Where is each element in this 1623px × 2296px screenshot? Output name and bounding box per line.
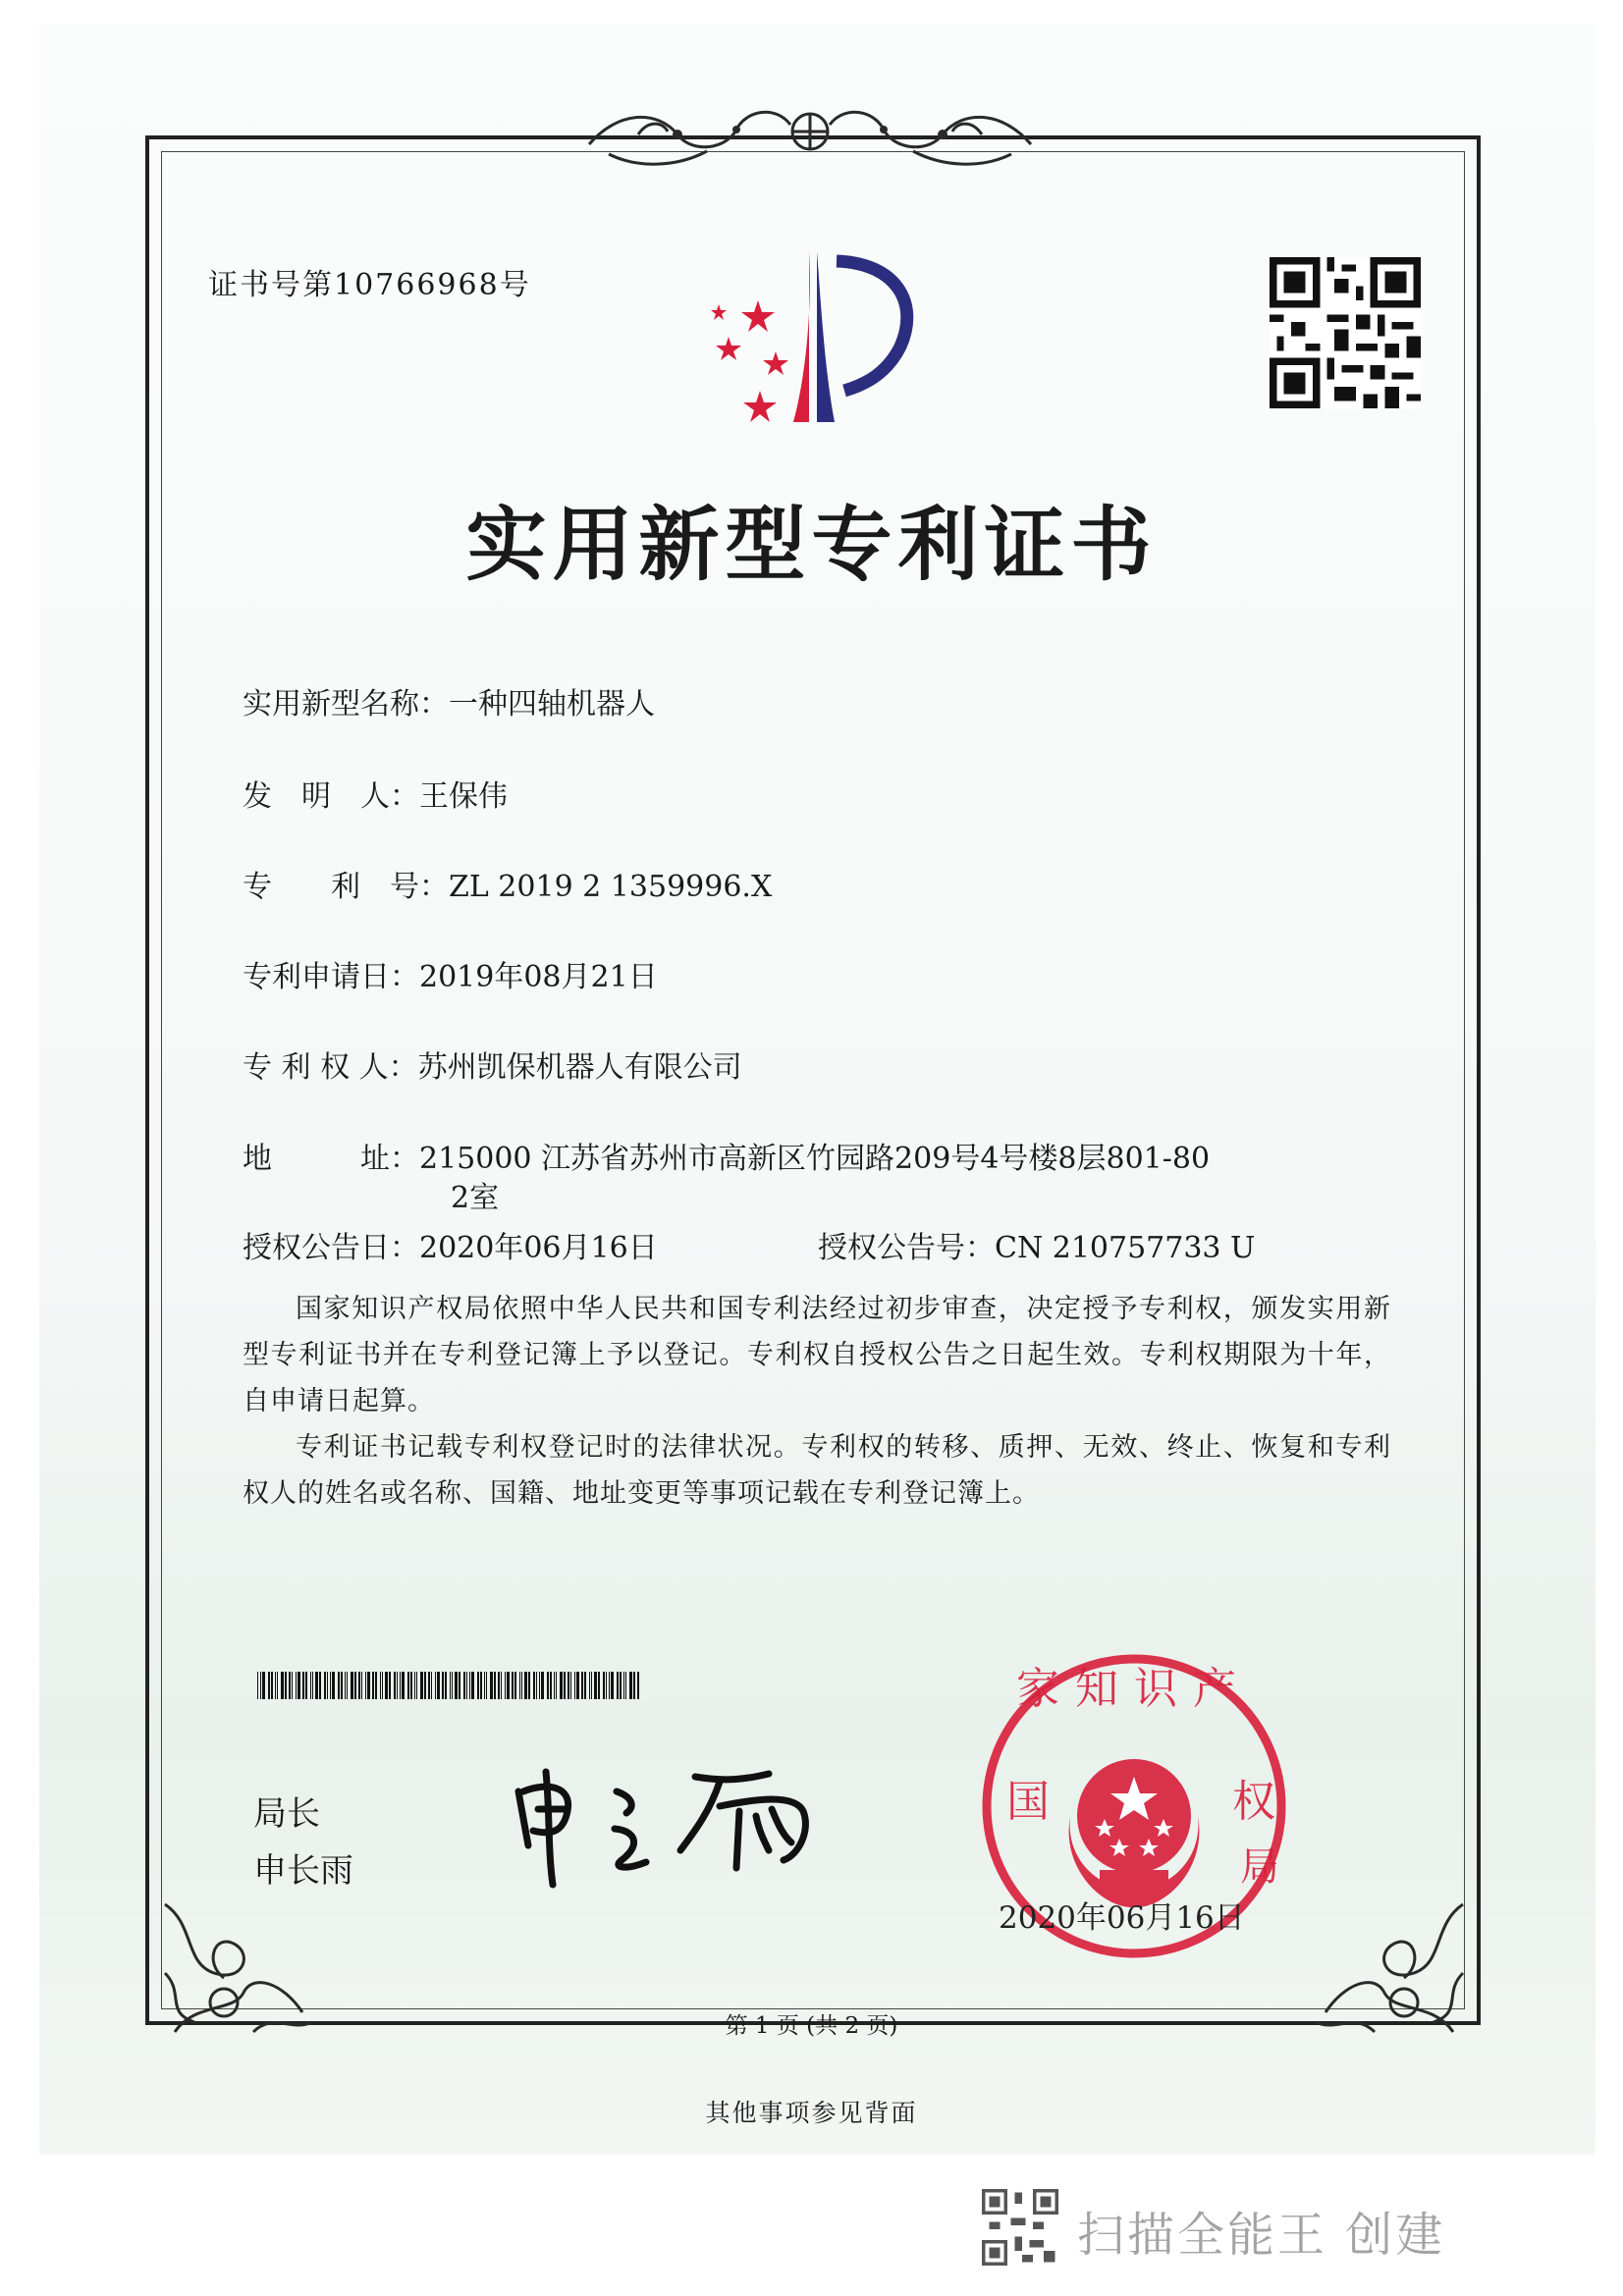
field-value: 苏州凯保机器人有限公司 xyxy=(417,1050,742,1085)
field-value: 215000 江苏省苏州市高新区竹园路209号4号楼8层801-80 xyxy=(419,1142,1211,1176)
qr-code-icon xyxy=(1270,257,1421,408)
field-label: 发 明 人： xyxy=(243,779,419,814)
certificate-title: 实用新型专利证书 xyxy=(465,498,1158,592)
top-ornament-icon xyxy=(579,90,1041,179)
patent-office-emblem-icon xyxy=(699,243,935,440)
field-label: 授权公告号： xyxy=(818,1231,995,1265)
svg-text:家知识产: 家知识产 xyxy=(1016,1664,1252,1714)
field-value: 王保伟 xyxy=(419,779,508,814)
field-filing-date xyxy=(243,952,658,995)
field-label: 实用新型名称： xyxy=(243,687,449,721)
field-value: 一种四轴机器人 xyxy=(449,687,655,721)
svg-text:局: 局 xyxy=(1240,1844,1279,1890)
field-label: 授权公告日： xyxy=(243,1231,419,1265)
field-grant-date xyxy=(243,1223,658,1266)
body-text xyxy=(243,1286,1391,1517)
director-title: 局长 xyxy=(253,1794,320,1834)
field-label: 专 利 权 人： xyxy=(243,1050,418,1085)
certificate-number: 证书号第10766968号 xyxy=(208,268,531,302)
body-paragraph-1: 国家知识产权局依照中华人民共和国专利法经过初步审查，决定授予专利权，颁发实用新型专利证书并在专利登记簿上予以登记。专利权自授权公告之日起生效。专利权期限为十年，自申请日起算。 xyxy=(243,1294,1391,1416)
back-note: 其他事项参见背面 xyxy=(705,2099,918,2127)
field-value: 2020年06月16日 xyxy=(419,1231,658,1265)
field-utility-name xyxy=(243,679,655,722)
field-value: 2019年08月21日 xyxy=(419,960,658,994)
field-value: CN 210757733 U xyxy=(995,1231,1256,1265)
field-label: 专利申请日： xyxy=(243,960,419,994)
seal-date: 2020年06月16日 xyxy=(999,1900,1245,1936)
field-address-continued: 2室 xyxy=(451,1181,500,1215)
field-address xyxy=(243,1134,1210,1177)
field-label: 地 址： xyxy=(243,1142,419,1176)
field-patent-number xyxy=(243,862,772,905)
body-paragraph-2: 专利证书记载专利权登记时的法律状况。专利权的转移、质押、无效、终止、恢复和专利权人的姓名或名称、国籍、地址变更等事项记载在专利登记簿上。 xyxy=(243,1432,1391,1509)
svg-text:国: 国 xyxy=(1006,1777,1050,1827)
director-name: 申长雨 xyxy=(253,1851,353,1891)
barcode-icon xyxy=(257,1672,640,1699)
field-label: 专 利 号： xyxy=(243,870,449,904)
field-value: ZL 2019 2 1359996.X xyxy=(449,870,773,904)
scanner-watermark: 扫描全能王 创建 xyxy=(1077,2208,1446,2263)
svg-text:权: 权 xyxy=(1232,1777,1275,1827)
director-signature-icon xyxy=(499,1752,833,1890)
field-patentee xyxy=(243,1042,742,1086)
watermark-qr-icon xyxy=(982,2189,1058,2266)
field-grant-number xyxy=(818,1223,1255,1266)
page-number: 第 1 页 (共 2 页) xyxy=(725,2013,898,2039)
field-inventor xyxy=(243,772,508,815)
